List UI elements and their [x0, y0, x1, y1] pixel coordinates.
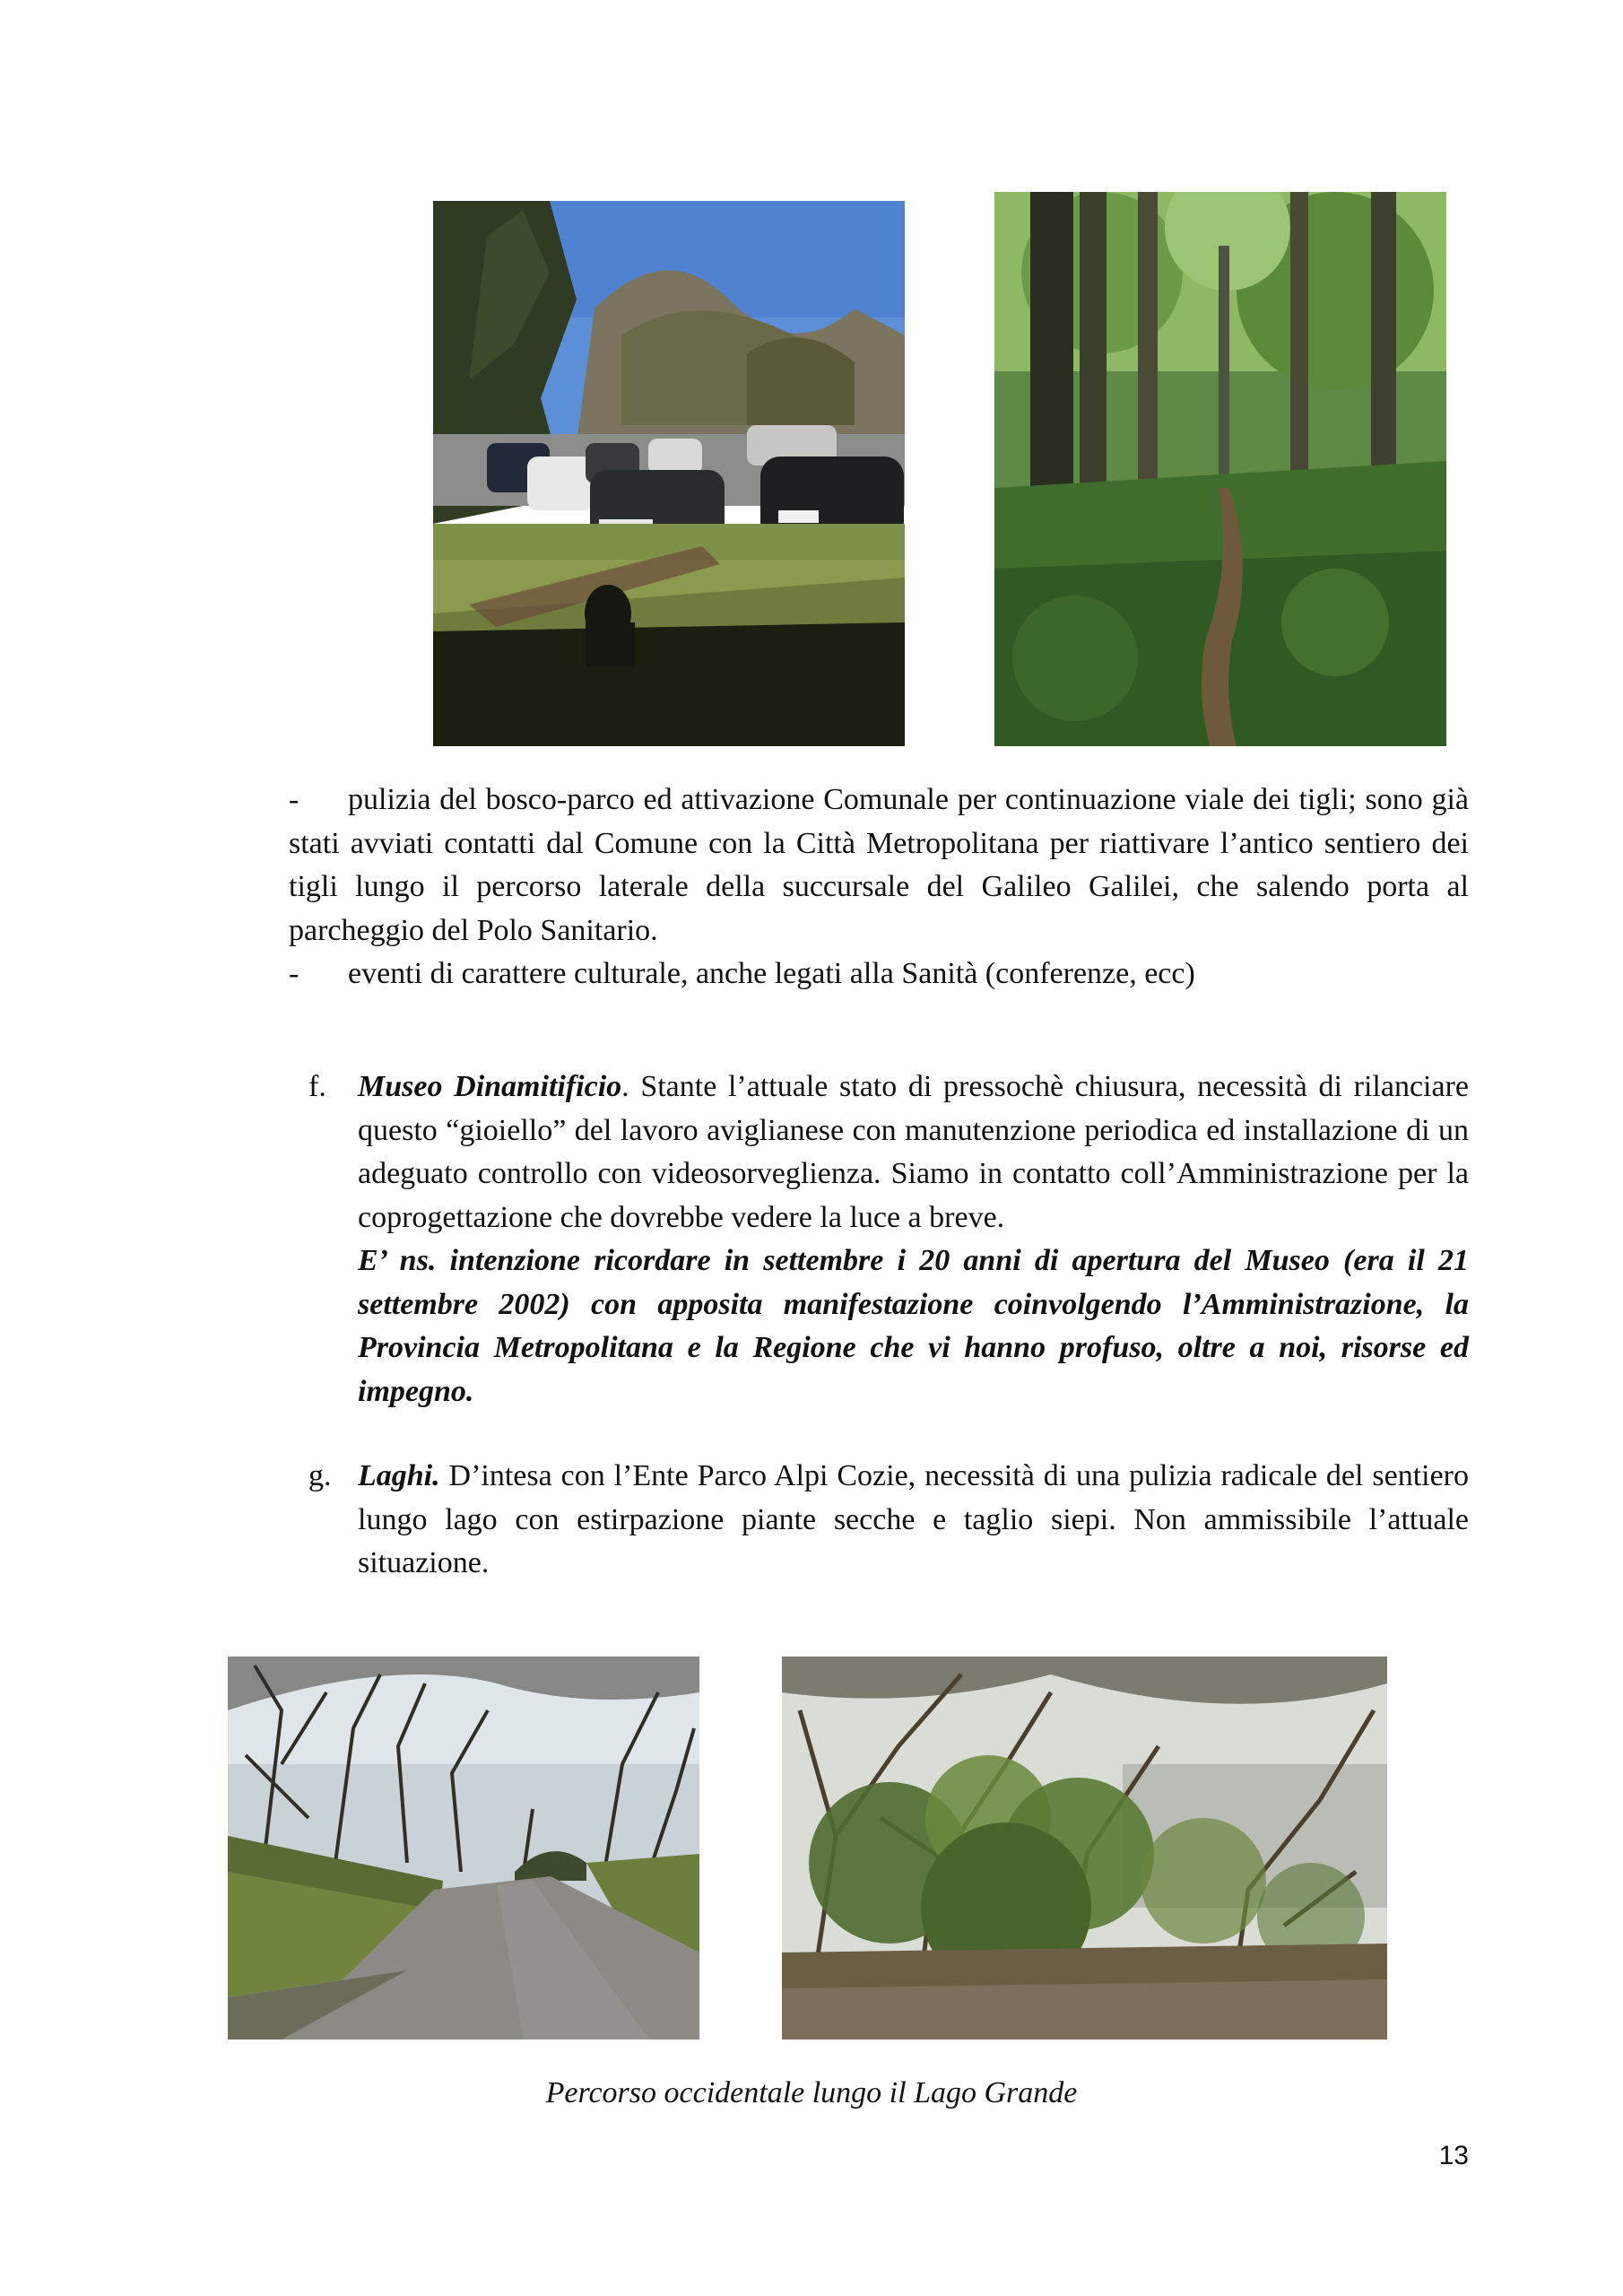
photo-lake-road: [228, 1657, 699, 2039]
bullet-item-2: [289, 952, 1469, 996]
photo-lakeside-thicket: [782, 1657, 1387, 2039]
bullet-first-line: eventi di carattere culturale, anche legati alla Sanità (conferenze, ecc): [348, 957, 1195, 990]
bullet-text: già stati avviati contatti dal Comune con la Città Metropolitana per riattivare l’antico sentiero dei tigli lungo il percorso laterale della succursale del Galileo Galilei, che salendo porta al parcheggio del Polo Sanitario.: [289, 783, 1470, 947]
photo-forest-path: [994, 192, 1446, 746]
list-item-museo: [308, 1065, 1469, 1413]
photo-caption: Percorso occidentale lungo il Lago Grande: [545, 2076, 1078, 2109]
item-emphasis: E’ ns. intenzione ricordare in settembre i 20 anni di apertura del Museo (era il 21 settembre 2002) con apposita manifestazione coinvolgendo l’Amministrazione, la Provincia Metropolitana e la Regione che vi hanno profuso, oltre a noi, risorse ed impegno.: [358, 1244, 1469, 1408]
page-number: 13: [1438, 2141, 1469, 2170]
bullet-dash: -: [289, 783, 299, 816]
item-title: Museo Dinamitificio: [358, 1070, 622, 1103]
item-text: . Stante l’attuale stato di pressochè chiusura, necessità di rilanciare questo “gioiello” del lavoro aviglianese con manutenzione periodica ed installazione di un adeguato controllo con videosorveglienza. Siamo in contatto coll’Amministrazione per la coprogettazione che dovrebbe vedere la luce a breve.: [358, 1070, 1469, 1234]
list-item-laghi: [308, 1455, 1469, 1586]
bullet-dash: -: [289, 957, 299, 990]
item-marker: g.: [308, 1459, 332, 1492]
photo-parking-lot: [433, 201, 905, 746]
bullet-item-1: [289, 778, 1469, 952]
item-marker: f.: [308, 1070, 326, 1103]
bullet-first-line: pulizia del bosco-parco ed attivazione Comunale per continuazione viale dei tigli; sono: [348, 783, 1423, 816]
item-text: D’intesa con l’Ente Parco Alpi Cozie, necessità di una pulizia radicale del sentiero lungo lago con estirpazione piante secche e taglio siepi. Non ammissibile l’attuale situazione.: [358, 1459, 1469, 1579]
item-body: [358, 1455, 1469, 1586]
bullet-list: [289, 778, 1469, 996]
item-title: Laghi.: [358, 1459, 440, 1492]
item-body: [358, 1065, 1469, 1413]
